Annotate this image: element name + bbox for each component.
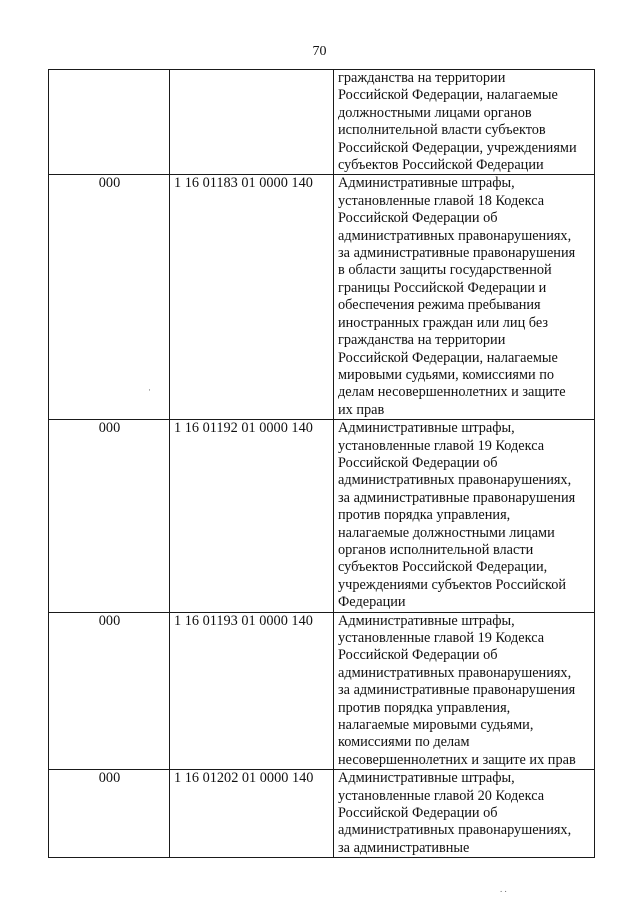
description-line: Российской Федерации, налагаемые [338, 87, 558, 104]
description-cell [334, 175, 595, 420]
description-line: Российской Федерации об [338, 805, 498, 822]
description-line: Административные штрафы, [338, 420, 515, 437]
description-line: комиссиями по делам [338, 734, 470, 751]
description-line: налагаемые мировыми судьями, [338, 717, 534, 734]
description-line: Административные штрафы, [338, 770, 515, 787]
description-line: в области защиты государственной [338, 262, 552, 279]
description-cell [334, 420, 595, 612]
description-line: за административные правонарушения [338, 682, 576, 699]
table-row [49, 175, 595, 420]
description-line: учреждениями субъектов Российской [338, 576, 567, 593]
description-line: установленные главой 18 Кодекса [338, 192, 545, 209]
description-cell [334, 612, 595, 770]
kbk-code-cell: 1 16 01202 01 0000 140 [170, 770, 334, 858]
description-line: против порядка управления, [338, 507, 511, 524]
description-line: субъектов Российской Федерации [338, 157, 544, 174]
scan-speck: . . [500, 884, 507, 894]
scan-speck: · [148, 385, 151, 395]
description-line: органов исполнительной власти [338, 541, 534, 558]
description-line: против порядка управления, [338, 699, 511, 716]
description-line: установленные главой 20 Кодекса [338, 787, 545, 804]
table-row [49, 770, 595, 858]
table-row [49, 70, 595, 175]
description-cell [334, 770, 595, 858]
description-line: административных правонарушениях, [338, 822, 572, 839]
description-line: налагаемые должностными лицами [338, 524, 555, 541]
description-line: установленные главой 19 Кодекса [338, 437, 545, 454]
description-line: Российской Федерации, учреждениями [338, 139, 577, 156]
kbk-code-cell: 1 16 01192 01 0000 140 [170, 420, 334, 612]
description-line: границы Российской Федерации и [338, 279, 547, 296]
admin-code-cell: 000 [49, 770, 170, 858]
kbk-code-cell [170, 70, 334, 175]
description-cell [334, 70, 595, 175]
budget-codes-table [48, 69, 595, 858]
kbk-code-cell: 1 16 01193 01 0000 140 [170, 612, 334, 770]
description-line: административных правонарушениях, [338, 472, 572, 489]
description-line: исполнительной власти субъектов [338, 122, 546, 139]
description-line: установленные главой 19 Кодекса [338, 630, 545, 646]
table-row [49, 420, 595, 612]
description-line: за административные [338, 839, 470, 856]
description-line: Административные штрафы, [338, 612, 515, 629]
description-line: делам несовершеннолетних и защите [338, 384, 566, 401]
description-line: за административные правонарушения [338, 489, 576, 506]
description-line: несовершеннолетних и защите их прав [338, 751, 576, 768]
description-line: Российской Федерации об [338, 647, 498, 664]
description-line: субъектов Российской Федерации, [338, 559, 548, 576]
description-line: их прав [338, 401, 385, 418]
admin-code-cell: 000 [49, 175, 170, 420]
description-line: мировыми судьями, комиссиями по [338, 366, 555, 383]
description-line: Российской Федерации об [338, 210, 498, 227]
table-body [49, 70, 595, 858]
description-line: Российской Федерации, налагаемые [338, 349, 558, 366]
description-line: Административные штрафы, [338, 175, 515, 192]
description-line: административных правонарушениях, [338, 664, 572, 681]
description-line: административных правонарушениях, [338, 227, 572, 244]
description-line: иностранных граждан или лиц без [338, 314, 549, 331]
admin-code-cell: 000 [49, 612, 170, 770]
description-line: обеспечения режима пребывания [338, 297, 541, 314]
description-line: должностными лицами органов [338, 104, 532, 121]
description-line: Федерации [338, 594, 406, 611]
description-line: Российской Федерации об [338, 454, 498, 471]
page-number: 70 [312, 44, 327, 59]
description-line: за административные правонарушения [338, 245, 576, 262]
description-line: гражданства на территории [338, 332, 506, 349]
admin-code-cell: 000 [49, 420, 170, 612]
table-row [49, 612, 595, 770]
kbk-code-cell: 1 16 01183 01 0000 140 [170, 175, 334, 420]
admin-code-cell [49, 70, 170, 175]
description-line: гражданства на территории [338, 70, 506, 86]
